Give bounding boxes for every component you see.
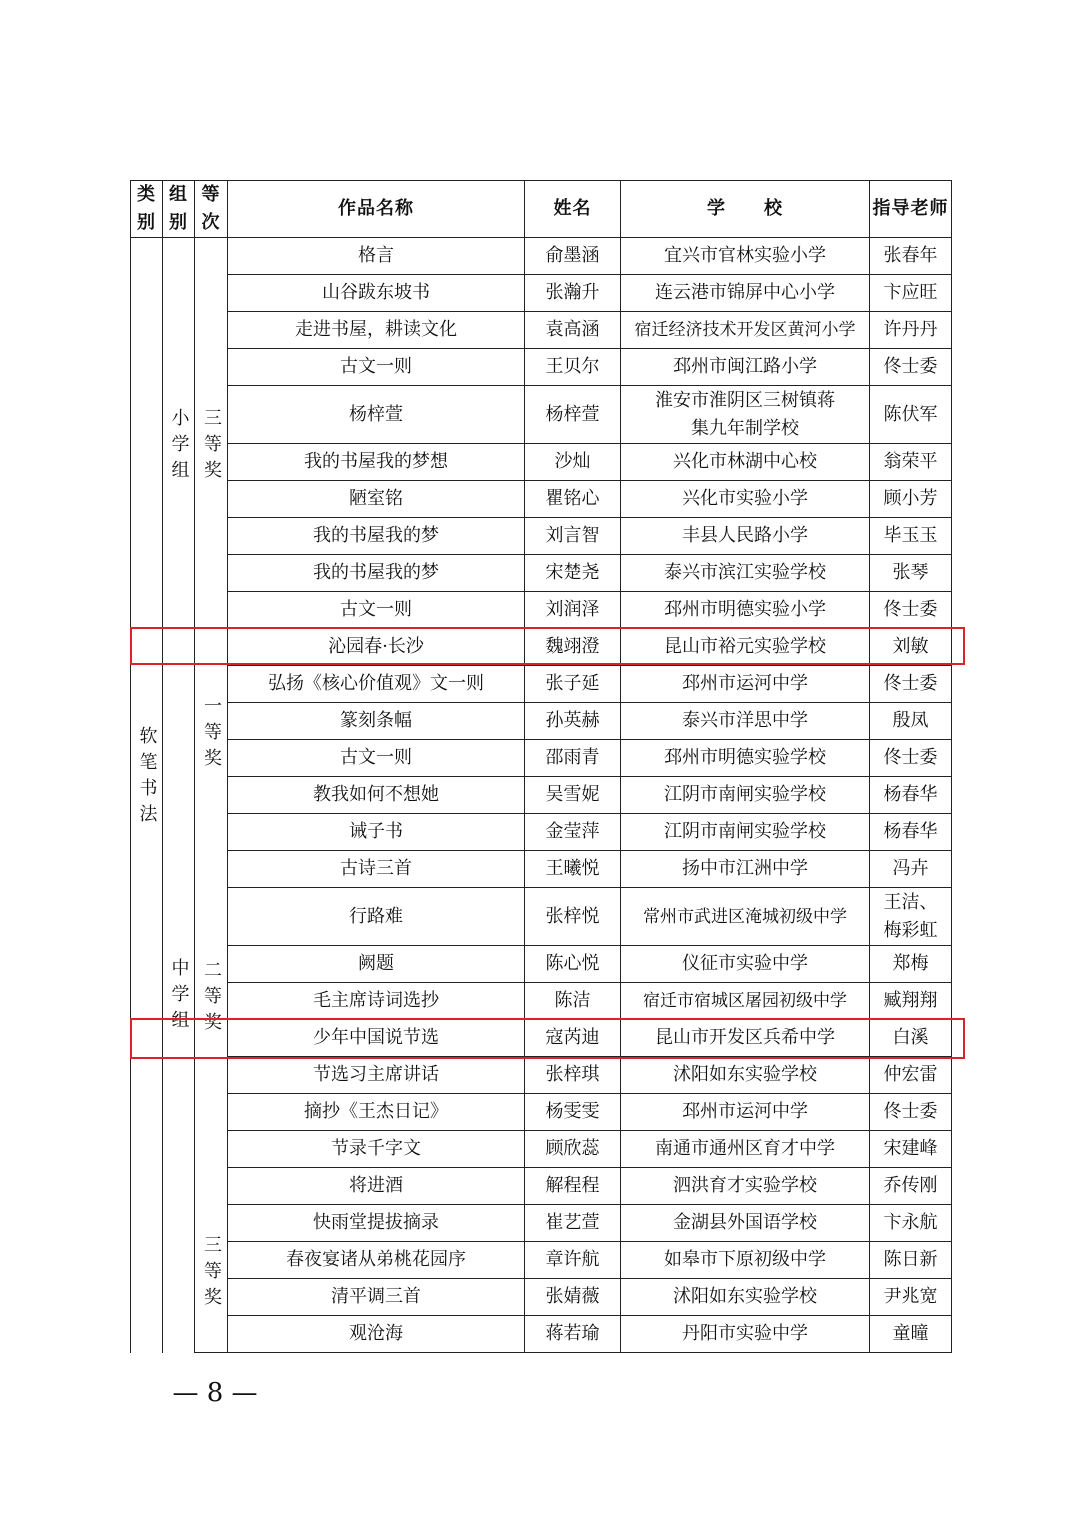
school-cell: 宜兴市官林实验小学 xyxy=(621,238,870,275)
work-cell: 山谷跋东坡书 xyxy=(228,275,525,312)
name-cell: 宋楚尧 xyxy=(525,555,621,592)
teacher-cell: 佟士委 xyxy=(870,349,952,386)
name-cell: 寇芮迪 xyxy=(525,1020,621,1057)
level-label-third: 三等奖 xyxy=(201,1234,222,1313)
teacher-cell: 张春年 xyxy=(870,238,952,275)
header-category: 类别 xyxy=(131,181,163,238)
category-cell-top xyxy=(131,238,163,666)
work-cell: 春夜宴诸从弟桃花园序 xyxy=(228,1242,525,1279)
table-row xyxy=(131,349,952,386)
name-cell: 王曦悦 xyxy=(525,851,621,888)
school-cell: 泰兴市洋思中学 xyxy=(621,703,870,740)
work-cell: 我的书屋我的梦想 xyxy=(228,444,525,481)
name-cell: 袁高涵 xyxy=(525,312,621,349)
teacher-cell: 杨春华 xyxy=(870,777,952,814)
name-cell: 张婧薇 xyxy=(525,1279,621,1316)
name-cell: 崔艺萱 xyxy=(525,1205,621,1242)
work-cell: 弘扬《核心价值观》文一则 xyxy=(228,666,525,703)
teacher-cell: 刘敏 xyxy=(870,629,952,666)
table-row xyxy=(131,275,952,312)
name-cell: 孙英赫 xyxy=(525,703,621,740)
name-cell: 刘言智 xyxy=(525,518,621,555)
group-label-middle: 中学组 xyxy=(168,957,190,1036)
table-row xyxy=(131,312,952,349)
work-cell: 格言 xyxy=(228,238,525,275)
work-cell: 将进酒 xyxy=(228,1168,525,1205)
name-cell: 杨梓萱 xyxy=(525,386,621,444)
school-cell: 连云港市锦屏中心小学 xyxy=(621,275,870,312)
teacher-cell: 郑梅 xyxy=(870,946,952,983)
table-row xyxy=(131,888,952,946)
group-cell-primary xyxy=(163,238,195,666)
group-label-primary: 小学组 xyxy=(168,408,190,487)
award-table xyxy=(130,180,952,1353)
work-cell: 古文一则 xyxy=(228,740,525,777)
name-cell: 张梓悦 xyxy=(525,888,621,946)
table-row xyxy=(131,740,952,777)
category-label: 软笔书法 xyxy=(136,725,158,830)
teacher-cell: 冯卉 xyxy=(870,851,952,888)
name-cell: 吴雪妮 xyxy=(525,777,621,814)
work-cell: 篆刻条幅 xyxy=(228,703,525,740)
work-cell: 毛主席诗词选抄 xyxy=(228,983,525,1020)
table-row xyxy=(131,1242,952,1279)
work-cell: 阙题 xyxy=(228,946,525,983)
table-row xyxy=(131,518,952,555)
level-cell-primary-third xyxy=(195,238,228,666)
work-cell: 节录千字文 xyxy=(228,1131,525,1168)
table-row xyxy=(131,1168,952,1205)
header-level: 等次 xyxy=(195,181,228,238)
table-row xyxy=(131,386,952,444)
school-cell: 邳州市明德实验小学 xyxy=(621,592,870,629)
level-cell-second xyxy=(195,814,228,1205)
teacher-cell: 殷凤 xyxy=(870,703,952,740)
school-cell: 泰兴市滨江实验学校 xyxy=(621,555,870,592)
table-row-highlighted xyxy=(131,1020,952,1057)
teacher-cell: 杨春华 xyxy=(870,814,952,851)
work-cell: 观沧海 xyxy=(228,1316,525,1353)
work-cell: 我的书屋我的梦 xyxy=(228,518,525,555)
table-row xyxy=(131,1316,952,1353)
school-cell: 兴化市实验小学 xyxy=(621,481,870,518)
name-cell: 陈心悦 xyxy=(525,946,621,983)
school-cell: 金湖县外国语学校 xyxy=(621,1205,870,1242)
teacher-cell: 许丹丹 xyxy=(870,312,952,349)
teacher-cell: 毕玉玉 xyxy=(870,518,952,555)
table-row xyxy=(131,851,952,888)
teacher-text-wrapped: 王洁、梅彩虹 xyxy=(883,891,938,941)
name-cell: 刘润泽 xyxy=(525,592,621,629)
school-cell: 江阴市南闸实验学校 xyxy=(621,814,870,851)
header-row xyxy=(131,181,952,238)
table-row xyxy=(131,238,952,275)
table-row xyxy=(131,1205,952,1242)
work-cell: 教我如何不想她 xyxy=(228,777,525,814)
level-label-third: 三等奖 xyxy=(201,408,222,487)
teacher-cell: 卞永航 xyxy=(870,1205,952,1242)
page-number: — 8 — xyxy=(172,1378,258,1408)
name-cell: 张瀚升 xyxy=(525,275,621,312)
table-row xyxy=(131,444,952,481)
teacher-cell: 仲宏雷 xyxy=(870,1057,952,1094)
level-label-first: 一等奖 xyxy=(201,696,222,774)
teacher-cell: 尹兆宽 xyxy=(870,1279,952,1316)
name-cell: 陈洁 xyxy=(525,983,621,1020)
school-cell: 丹阳市实验中学 xyxy=(621,1316,870,1353)
school-cell: 江阴市南闸实验学校 xyxy=(621,777,870,814)
name-cell: 章许航 xyxy=(525,1242,621,1279)
work-cell: 走进书屋，耕读文化 xyxy=(228,312,525,349)
teacher-cell: 佟士委 xyxy=(870,740,952,777)
name-cell: 张子延 xyxy=(525,666,621,703)
table-row xyxy=(131,481,952,518)
table-row xyxy=(131,946,952,983)
table-row xyxy=(131,555,952,592)
school-cell: 常州市武进区淹城初级中学 xyxy=(621,888,870,946)
work-cell: 摘抄《王杰日记》 xyxy=(228,1094,525,1131)
school-cell: 邳州市闽江路小学 xyxy=(621,349,870,386)
teacher-cell: 宋建峰 xyxy=(870,1131,952,1168)
table-row xyxy=(131,1094,952,1131)
table-row xyxy=(131,814,952,851)
header-teacher: 指导老师 xyxy=(870,181,952,238)
teacher-cell: 佟士委 xyxy=(870,666,952,703)
name-cell: 俞墨涵 xyxy=(525,238,621,275)
school-cell: 邳州市运河中学 xyxy=(621,1094,870,1131)
teacher-cell: 白溪 xyxy=(870,1020,952,1057)
teacher-cell: 佟士委 xyxy=(870,592,952,629)
school-cell: 泗洪育才实验学校 xyxy=(621,1168,870,1205)
teacher-cell: 童曈 xyxy=(870,1316,952,1353)
header-name: 姓名 xyxy=(525,181,621,238)
work-cell: 我的书屋我的梦 xyxy=(228,555,525,592)
name-cell: 沙灿 xyxy=(525,444,621,481)
name-cell: 蒋若瑜 xyxy=(525,1316,621,1353)
teacher-cell: 陈日新 xyxy=(870,1242,952,1279)
work-cell: 古文一则 xyxy=(228,592,525,629)
work-cell: 少年中国说节选 xyxy=(228,1020,525,1057)
school-cell: 邳州市运河中学 xyxy=(621,666,870,703)
name-cell: 解程程 xyxy=(525,1168,621,1205)
teacher-cell: 张琴 xyxy=(870,555,952,592)
school-cell: 沭阳如东实验学校 xyxy=(621,1279,870,1316)
header-work: 作品名称 xyxy=(228,181,525,238)
work-cell: 清平调三首 xyxy=(228,1279,525,1316)
work-cell: 诫子书 xyxy=(228,814,525,851)
table-row xyxy=(131,983,952,1020)
school-cell: 昆山市开发区兵希中学 xyxy=(621,1020,870,1057)
group-cell-middle xyxy=(163,666,195,1353)
school-cell: 宿迁市宿城区屠园初级中学 xyxy=(621,983,870,1020)
teacher-cell xyxy=(870,888,952,946)
table-row xyxy=(131,666,952,703)
work-cell: 陋室铭 xyxy=(228,481,525,518)
school-cell: 昆山市裕元实验学校 xyxy=(621,629,870,666)
school-cell: 扬中市江洲中学 xyxy=(621,851,870,888)
level-label-second: 二等奖 xyxy=(201,959,222,1038)
school-cell: 邳州市明德实验学校 xyxy=(621,740,870,777)
school-cell: 如皋市下原初级中学 xyxy=(621,1242,870,1279)
teacher-cell: 臧翔翔 xyxy=(870,983,952,1020)
table-row xyxy=(131,1279,952,1316)
name-cell: 张梓琪 xyxy=(525,1057,621,1094)
teacher-cell: 佟士委 xyxy=(870,1094,952,1131)
name-cell: 瞿铭心 xyxy=(525,481,621,518)
school-cell: 南通市通州区育才中学 xyxy=(621,1131,870,1168)
school-cell: 沭阳如东实验学校 xyxy=(621,1057,870,1094)
category-cell xyxy=(131,666,163,1353)
work-cell: 古诗三首 xyxy=(228,851,525,888)
teacher-cell: 乔传刚 xyxy=(870,1168,952,1205)
table-row xyxy=(131,1057,952,1094)
work-cell: 快雨堂提拔摘录 xyxy=(228,1205,525,1242)
school-cell: 仪征市实验中学 xyxy=(621,946,870,983)
school-cell xyxy=(621,386,870,444)
school-cell: 丰县人民路小学 xyxy=(621,518,870,555)
level-cell-first xyxy=(195,666,228,814)
work-cell: 杨梓萱 xyxy=(228,386,525,444)
work-cell: 节选习主席讲话 xyxy=(228,1057,525,1094)
teacher-cell: 翁荣平 xyxy=(870,444,952,481)
level-cell-middle-third xyxy=(195,1205,228,1353)
header-school: 学 校 xyxy=(621,181,870,238)
work-cell: 行路难 xyxy=(228,888,525,946)
table-row xyxy=(131,703,952,740)
school-cell: 兴化市林湖中心校 xyxy=(621,444,870,481)
work-cell: 古文一则 xyxy=(228,349,525,386)
school-cell: 宿迁经济技术开发区黄河小学 xyxy=(621,312,870,349)
name-cell: 顾欣蕊 xyxy=(525,1131,621,1168)
table-row xyxy=(131,592,952,629)
teacher-cell: 卞应旺 xyxy=(870,275,952,312)
teacher-cell: 顾小芳 xyxy=(870,481,952,518)
table-row xyxy=(131,1131,952,1168)
school-text-wrapped: 淮安市淮阴区三树镇蒋集九年制学校 xyxy=(655,389,835,439)
teacher-cell: 陈伏军 xyxy=(870,386,952,444)
header-group: 组别 xyxy=(163,181,195,238)
work-cell: 沁园春·长沙 xyxy=(228,629,525,666)
name-cell: 邵雨青 xyxy=(525,740,621,777)
name-cell: 王贝尔 xyxy=(525,349,621,386)
table-row-highlighted xyxy=(131,629,952,666)
name-cell: 杨雯雯 xyxy=(525,1094,621,1131)
name-cell: 金莹萍 xyxy=(525,814,621,851)
table-row xyxy=(131,777,952,814)
name-cell: 魏翊澄 xyxy=(525,629,621,666)
